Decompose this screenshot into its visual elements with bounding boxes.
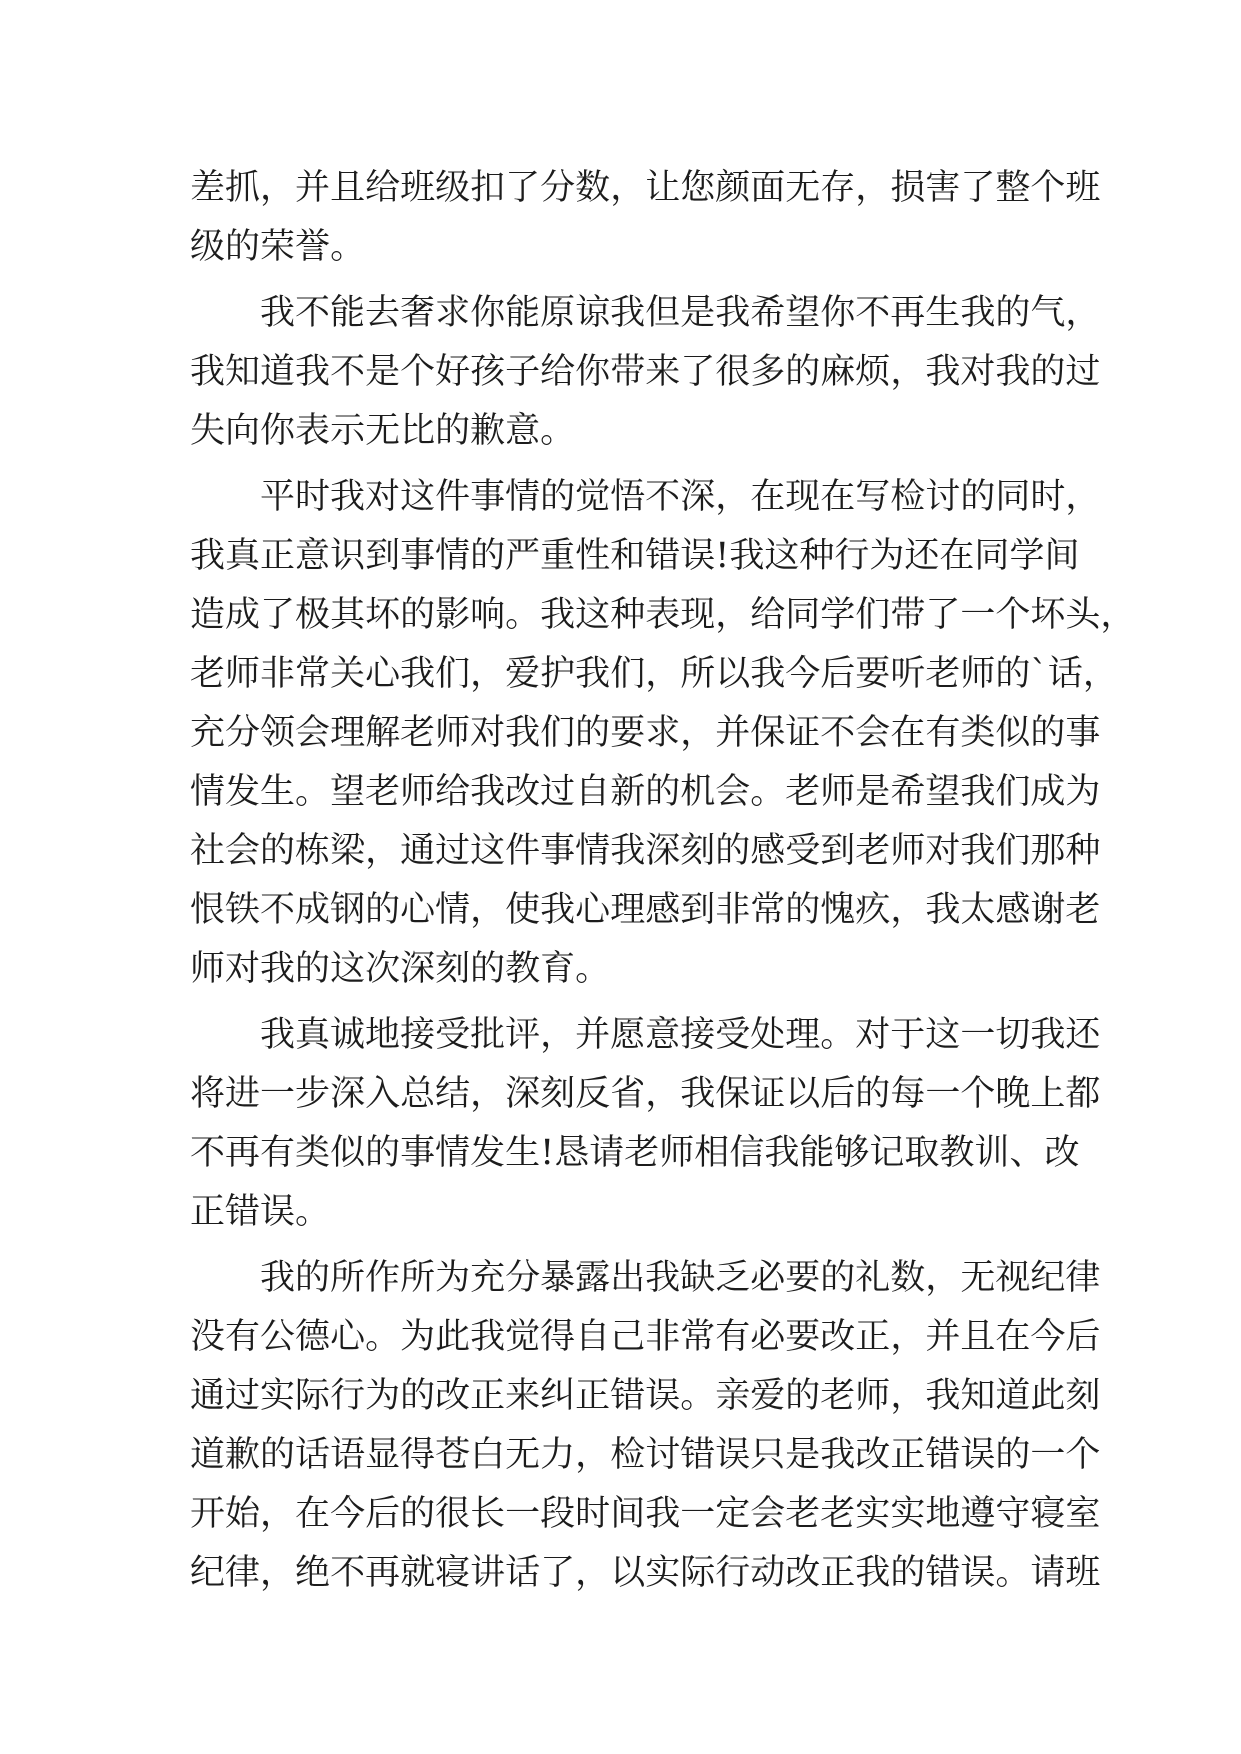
text-line: 我 真 正 意 识 到 事 情 的 严 重 性 和 错 误 ! 我 这 种 行 为 还 在 同 学 间	[190, 536, 1080, 576]
paragraph-gap	[190, 461, 1056, 468]
text-line: 将 进 一 步 深 入 总 结 ， 深 刻 反 省 ， 我 保 证 以 后 的 每 一 个 晚 上 都	[190, 1074, 1101, 1114]
text-line: 纪 律 ， 绝 不 再 就 寝 讲 话 了 ， 以 实 际 行 动 改 正 我 的 错 误 。 请 班	[190, 1553, 1101, 1593]
text-line: 我 不 能 去 奢 求 你 能 原 谅 我 但 是 我 希 望 你 不 再 生 我 的 气 ，	[260, 293, 1101, 333]
text-line: 情 发 生 。 望 老 师 给 我 改 过 自 新 的 机 会 。 老 师 是 希 望 我 们 成 为	[190, 772, 1101, 812]
text-line: 开 始 ， 在 今 后 的 很 长 一 段 时 间 我 一 定 会 老 老 实 实 地 遵 守 寝 室	[190, 1494, 1101, 1534]
paragraph	[190, 159, 1101, 277]
text-line: 失 向 你 表 示 无 比 的 歉 意 。	[190, 411, 576, 451]
paragraph-gap	[190, 1242, 1056, 1249]
text-line: 没 有 公 德 心 。 为 此 我 觉 得 自 己 非 常 有 必 要 改 正 ， 并 且 在 今 后	[190, 1317, 1101, 1357]
text-line: 我 知 道 我 不 是 个 好 孩 子 给 你 带 来 了 很 多 的 麻 烦 ， 我 对 我 的 过	[190, 352, 1101, 392]
paragraph	[190, 284, 1101, 461]
paragraph-gap	[190, 999, 1056, 1006]
text-line: 社 会 的 栋 梁 ， 通 过 这 件 事 情 我 深 刻 的 感 受 到 老 师 对 我 们 那 种	[190, 831, 1101, 871]
paragraph	[190, 1249, 1101, 1603]
text-line: 平 时 我 对 这 件 事 情 的 觉 悟 不 深 ， 在 现 在 写 检 讨 的 同 时 ，	[260, 477, 1101, 517]
text-line: 老 师 非 常 关 心 我 们 ， 爱 护 我 们 ， 所 以 我 今 后 要 听 老 师 的 ` 话 ，	[190, 654, 1118, 694]
text-line: 通 过 实 际 行 为 的 改 正 来 纠 正 错 误 。 亲 爱 的 老 师 ， 我 知 道 此 刻	[190, 1376, 1101, 1416]
text-line: 级 的 荣 誉 。	[190, 227, 366, 267]
text-line: 恨 铁 不 成 钢 的 心 情 ， 使 我 心 理 感 到 非 常 的 愧 疚 ， 我 太 感 谢 老	[190, 890, 1101, 930]
text-line: 我 的 所 作 所 为 充 分 暴 露 出 我 缺 乏 必 要 的 礼 数 ， 无 视 纪 律	[260, 1258, 1101, 1298]
text-line: 师 对 我 的 这 次 深 刻 的 教 育 。	[190, 949, 611, 989]
paragraph	[190, 468, 1136, 999]
text-line: 道 歉 的 话 语 显 得 苍 白 无 力 ， 检 讨 错 误 只 是 我 改 正 错 误 的 一 个	[190, 1435, 1101, 1475]
paragraph	[190, 1006, 1101, 1242]
text-line: 不 再 有 类 似 的 事 情 发 生 ! 恳 请 老 师 相 信 我 能 够 记 取 教 训 、 改	[190, 1133, 1080, 1173]
text-line: 造 成 了 极 其 坏 的 影 响 。 我 这 种 表 现 ， 给 同 学 们 带 了 一 个 坏 头 ，	[190, 595, 1136, 635]
text-line: 充 分 领 会 理 解 老 师 对 我 们 的 要 求 ， 并 保 证 不 会 在 有 类 似 的 事	[190, 713, 1101, 753]
text-line: 我 真 诚 地 接 受 批 评 ， 并 愿 意 接 受 处 理 。 对 于 这 一 切 我 还	[260, 1015, 1101, 1055]
paragraph-gap	[190, 277, 1056, 284]
text-line: 差 抓 ， 并 且 给 班 级 扣 了 分 数 ， 让 您 颜 面 无 存 ， 损 害 了 整 个 班	[190, 168, 1101, 208]
text-line: 正 错 误 。	[190, 1192, 331, 1232]
document-page	[190, 159, 1136, 1603]
